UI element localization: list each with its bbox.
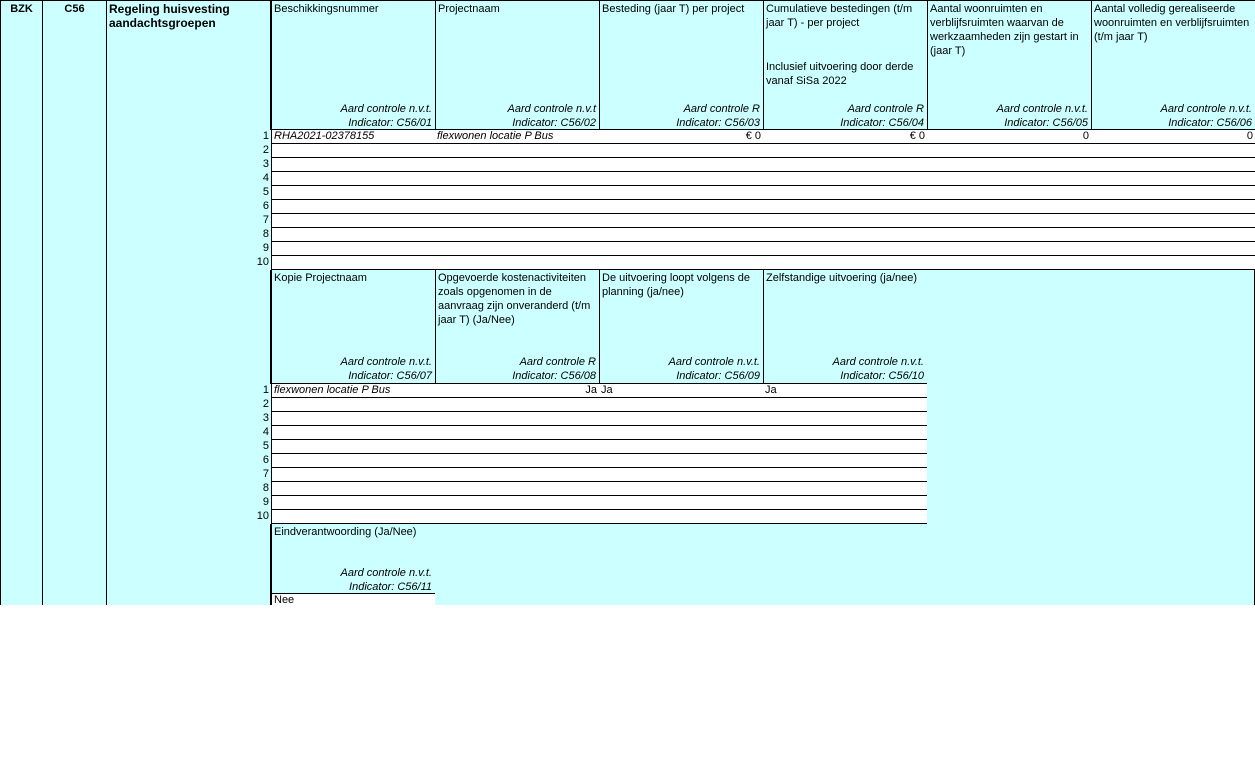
table-cell[interactable] [763, 256, 928, 270]
column-header-note [436, 59, 440, 61]
table-cell[interactable] [599, 426, 764, 440]
control-type: Aard controle R [847, 103, 924, 115]
table-cell[interactable] [927, 158, 1092, 172]
table-cell[interactable] [599, 398, 764, 412]
column-header-label: Projectnaam [438, 3, 500, 15]
filler-area [927, 270, 1255, 524]
table-cell[interactable] [599, 214, 764, 228]
table-cell[interactable] [599, 228, 764, 242]
title-column [107, 0, 271, 605]
control-type: Aard controle n.v.t. [1160, 103, 1252, 115]
column-header-note [600, 59, 604, 61]
table-cell[interactable]: Ja [763, 384, 928, 398]
table-cell[interactable] [435, 200, 600, 214]
row-number: 5 [250, 186, 271, 200]
column-header-label: Kopie Projectnaam [274, 272, 367, 284]
table-cell[interactable] [927, 228, 1092, 242]
table-cell[interactable] [599, 468, 764, 482]
row-number: 9 [250, 242, 271, 256]
row-number: 2 [250, 144, 271, 158]
table-cell[interactable] [1091, 172, 1255, 186]
row-number: 6 [250, 454, 271, 468]
row-number: 7 [250, 214, 271, 228]
column-header-label: Aantal woonruimten en verblijfsruimten waarvan de werkzaamheden zijn gestart in (jaar T) [930, 3, 1079, 57]
table-cell[interactable] [435, 228, 600, 242]
table-cell[interactable] [1091, 214, 1255, 228]
regulation-code: C56 [64, 3, 85, 15]
table-cell[interactable] [435, 186, 600, 200]
table-cell[interactable] [599, 510, 764, 524]
table-cell[interactable] [763, 454, 928, 468]
table-cell[interactable] [1091, 186, 1255, 200]
column-header-block1 [1091, 0, 1255, 130]
indicator-code: Indicator: C56/08 [512, 370, 596, 382]
indicator-code: Indicator: C56/10 [840, 370, 924, 382]
row-number: 1 [250, 384, 271, 398]
table-cell[interactable] [271, 510, 436, 524]
indicator-code: Indicator: C56/04 [840, 117, 924, 129]
column-header-block1 [763, 0, 928, 130]
table-cell[interactable] [763, 172, 928, 186]
row-number: 3 [250, 158, 271, 172]
column-header-block2 [763, 270, 928, 384]
table-cell[interactable] [763, 482, 928, 496]
table-cell[interactable] [271, 172, 436, 186]
table-cell[interactable] [435, 426, 600, 440]
table-cell[interactable] [1091, 228, 1255, 242]
table-cell[interactable] [599, 440, 764, 454]
table-cell[interactable] [271, 242, 436, 256]
table-cell[interactable]: RHA2021-02378155 [271, 130, 436, 144]
row-number: 5 [250, 440, 271, 454]
row-number: 4 [250, 172, 271, 186]
table-cell[interactable] [435, 454, 600, 468]
control-type: Aard controle R [519, 356, 596, 368]
column-header-block2 [599, 270, 764, 384]
column-header-block1 [599, 0, 764, 130]
column-header-block2 [271, 270, 436, 384]
table-cell[interactable] [435, 158, 600, 172]
table-cell[interactable] [927, 242, 1092, 256]
table-cell[interactable] [435, 144, 600, 158]
table-cell[interactable] [763, 144, 928, 158]
indicator-code: Indicator: C56/05 [1004, 117, 1088, 129]
table-cell[interactable] [1091, 242, 1255, 256]
table-cell[interactable] [927, 186, 1092, 200]
table-cell[interactable] [1091, 158, 1255, 172]
table-cell[interactable] [435, 172, 600, 186]
table-cell[interactable] [763, 440, 928, 454]
control-type: Aard controle n.v.t. [340, 103, 432, 115]
table-cell[interactable] [1091, 200, 1255, 214]
column-header-block1 [271, 0, 436, 130]
table-cell[interactable] [599, 144, 764, 158]
table-cell[interactable] [763, 158, 928, 172]
table-cell[interactable] [271, 454, 436, 468]
table-cell[interactable] [435, 496, 600, 510]
table-cell[interactable]: € 0 [599, 130, 764, 144]
indicator-code: Indicator: C56/11 [349, 581, 432, 593]
table-cell[interactable] [1091, 256, 1255, 270]
indicator-code: Indicator: C56/07 [348, 370, 432, 382]
table-cell[interactable]: 0 [1091, 130, 1255, 144]
column-header-block2 [435, 270, 600, 384]
table-cell[interactable] [763, 228, 928, 242]
control-type: Aard controle n.v.t. [340, 567, 432, 579]
table-cell[interactable] [271, 200, 436, 214]
row-number: 7 [250, 468, 271, 482]
table-cell[interactable] [271, 496, 436, 510]
table-cell[interactable] [435, 214, 600, 228]
table-cell[interactable] [599, 482, 764, 496]
table-cell[interactable]: Ja [435, 384, 600, 398]
final-accountability-value[interactable]: Nee [271, 594, 436, 605]
column-header-block1 [435, 0, 600, 130]
table-cell[interactable] [599, 496, 764, 510]
table-cell[interactable] [599, 242, 764, 256]
column-header-note [1092, 59, 1096, 61]
column-header-block3 [271, 524, 436, 594]
ministry-column [0, 0, 43, 605]
table-cell[interactable]: Ja [599, 384, 764, 398]
table-cell[interactable] [435, 412, 600, 426]
column-header-label: Zelfstandige uitvoering (ja/nee) [766, 272, 918, 284]
table-cell[interactable] [763, 496, 928, 510]
table-cell[interactable] [271, 426, 436, 440]
table-cell[interactable] [927, 200, 1092, 214]
table-cell[interactable] [927, 172, 1092, 186]
table-cell[interactable] [435, 482, 600, 496]
column-header-label: Aantal volledig gerealiseerde woonruimten en verblijfsruimten (t/m jaar T) [1094, 3, 1250, 43]
column-header-block1 [927, 0, 1092, 130]
table-cell[interactable] [927, 144, 1092, 158]
regulation-title: Regeling huisvesting aandachtsgroepen [109, 2, 230, 30]
table-cell[interactable] [763, 468, 928, 482]
indicator-code: Indicator: C56/09 [676, 370, 760, 382]
table-cell[interactable] [271, 228, 436, 242]
table-cell[interactable] [599, 158, 764, 172]
table-cell[interactable] [271, 158, 436, 172]
table-cell[interactable] [271, 412, 436, 426]
column-header-note [928, 59, 932, 61]
row-number: 8 [250, 482, 271, 496]
table-cell[interactable] [599, 412, 764, 426]
column-header-label: Besteding (jaar T) per project [602, 3, 745, 15]
column-header-label: De uitvoering loopt volgens de planning (ja/nee) [602, 272, 750, 298]
table-cell[interactable] [763, 510, 928, 524]
table-cell[interactable] [927, 256, 1092, 270]
table-cell[interactable] [271, 214, 436, 228]
row-number: 8 [250, 228, 271, 242]
row-number: 10 [250, 510, 271, 524]
column-header-label: Cumulatieve bestedingen (t/m jaar T) - per project [766, 3, 913, 29]
table-cell[interactable] [599, 186, 764, 200]
table-cell[interactable] [435, 510, 600, 524]
table-cell[interactable] [271, 440, 436, 454]
control-type: Aard controle n.v.t. [832, 356, 924, 368]
row-number: 4 [250, 426, 271, 440]
control-type: Aard controle n.v.t [507, 103, 596, 115]
table-cell[interactable] [927, 214, 1092, 228]
table-cell[interactable] [435, 242, 600, 256]
table-cell[interactable] [763, 398, 928, 412]
table-cell[interactable] [763, 214, 928, 228]
table-cell[interactable] [763, 200, 928, 214]
table-cell[interactable] [271, 186, 436, 200]
table-cell[interactable] [271, 482, 436, 496]
row-number: 2 [250, 398, 271, 412]
table-cell[interactable]: € 0 [763, 130, 928, 144]
control-type: Aard controle n.v.t. [668, 356, 760, 368]
table-cell[interactable] [763, 242, 928, 256]
column-header-label: Eindverantwoording (Ja/Nee) [274, 526, 417, 538]
table-cell[interactable] [271, 398, 436, 412]
row-number: 10 [250, 256, 271, 270]
table-cell[interactable]: flexwonen locatie P Bus [435, 130, 600, 144]
indicator-code: Indicator: C56/02 [512, 117, 596, 129]
table-cell[interactable] [763, 186, 928, 200]
table-cell[interactable] [763, 426, 928, 440]
table-cell[interactable] [435, 468, 600, 482]
table-cell[interactable] [1091, 144, 1255, 158]
column-header-note: Inclusief uitvoering door derde vanaf SiSa 2022 [766, 61, 914, 87]
table-cell[interactable] [599, 200, 764, 214]
table-cell[interactable]: 0 [927, 130, 1092, 144]
control-type: Aard controle R [683, 103, 760, 115]
column-header-label: Beschikkingsnummer [274, 3, 379, 15]
table-cell[interactable] [435, 398, 600, 412]
indicator-code: Indicator: C56/06 [1168, 117, 1252, 129]
row-number: 6 [250, 200, 271, 214]
column-header-label: Opgevoerde kostenactiviteiten zoals opgenomen in de aanvraag zijn onveranderd (t/m jaar T) (Ja/Nee) [438, 272, 591, 326]
table-cell[interactable] [763, 412, 928, 426]
table-cell[interactable] [599, 172, 764, 186]
table-cell[interactable] [271, 468, 436, 482]
indicator-code: Indicator: C56/01 [348, 117, 432, 129]
table-cell[interactable] [271, 256, 436, 270]
column-header-note [272, 59, 276, 61]
table-cell[interactable]: flexwonen locatie P Bus [271, 384, 436, 398]
row-number: 9 [250, 496, 271, 510]
row-number: 1 [250, 130, 271, 144]
control-type: Aard controle n.v.t. [340, 356, 432, 368]
table-cell[interactable] [271, 144, 436, 158]
control-type: Aard controle n.v.t. [996, 103, 1088, 115]
table-cell[interactable] [599, 256, 764, 270]
row-number: 3 [250, 412, 271, 426]
table-cell[interactable] [599, 454, 764, 468]
indicator-code: Indicator: C56/03 [676, 117, 760, 129]
ministry-label: BZK [10, 3, 33, 15]
filler-area [435, 524, 1255, 605]
table-cell[interactable] [435, 440, 600, 454]
table-cell[interactable] [435, 256, 600, 270]
code-column [43, 0, 107, 605]
